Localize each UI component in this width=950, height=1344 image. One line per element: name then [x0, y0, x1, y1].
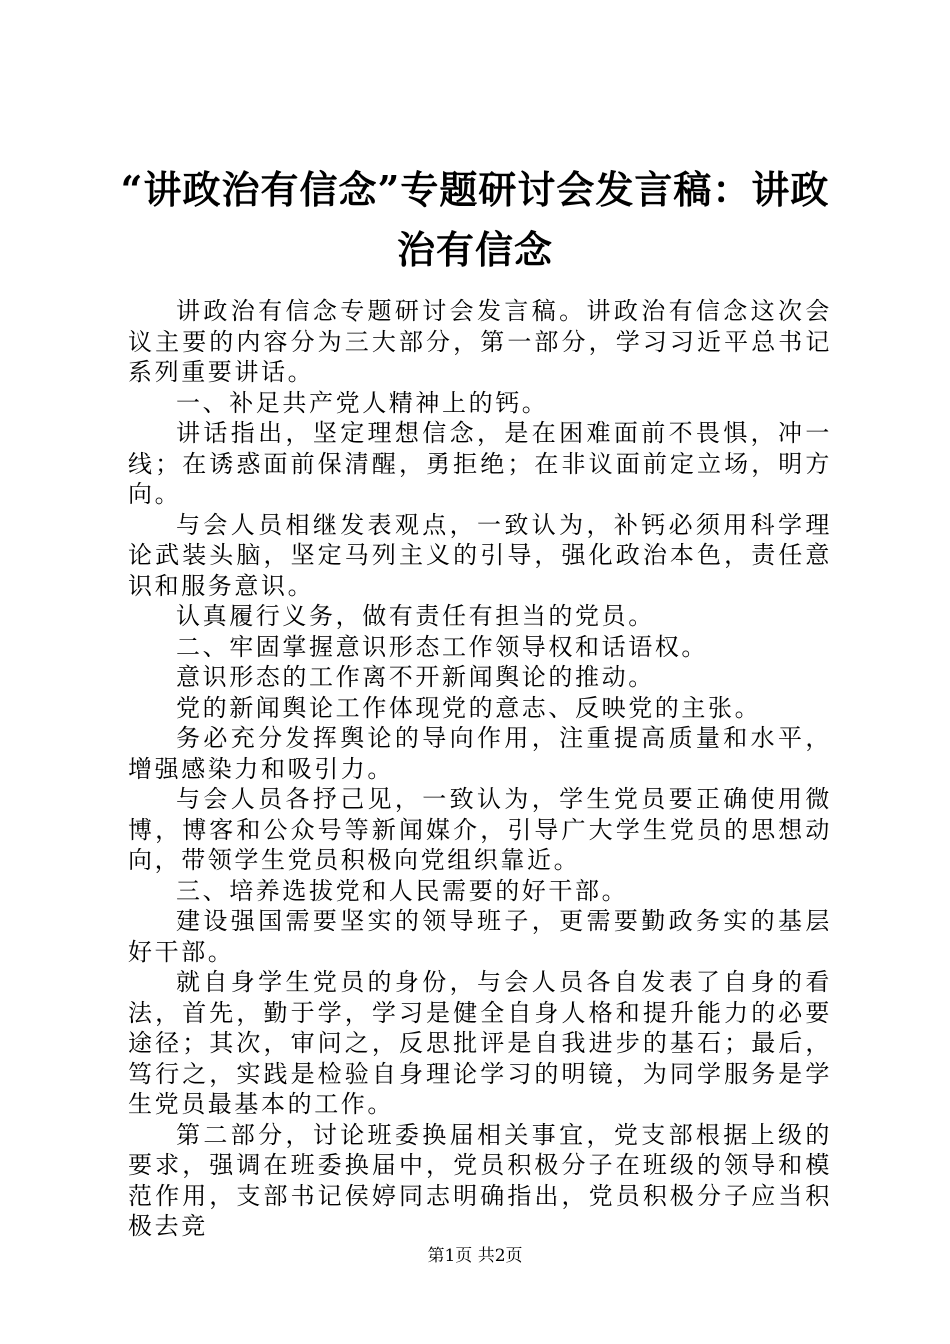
paragraph: 与会人员各抒己见，一致认为，学生党员要正确使用微博，博客和公众号等新闻媒介，引导广大学生党员的思想动向，带领学生党员积极向党组织靠近。 — [128, 785, 832, 874]
document-title: “讲政治有信念”专题研讨会发言稿：讲政治有信念 — [120, 167, 830, 272]
section-heading: 三、培养选拔党和人民需要的好干部。 — [176, 876, 629, 905]
paragraph: 就自身学生党员的身份，与会人员各自发表了自身的看法，首先，勤于学，学习是健全自身人格和提升能力的必要途径；其次，审问之，反思批评是自我进步的基石；最后，笃行之，实践是检验自身理论学习的明镜，为同学服务是学生党员最基本的工作。 — [128, 968, 832, 1118]
section-heading: 一、补足共产党人精神上的钙。 — [176, 388, 549, 417]
paragraph: 意识形态的工作离不开新闻舆论的推动。 — [176, 663, 655, 691]
section-heading: 二、牢固掌握意识形态工作领导权和话语权。 — [176, 632, 708, 661]
paragraph: 与会人员相继发表观点，一致认为，补钙必须用科学理论武装头脑，坚定马列主义的引导，强化政治本色，责任意识和服务意识。 — [128, 510, 832, 600]
paragraph: 党的新闻舆论工作体现党的意志、反映党的主张。 — [176, 693, 762, 722]
document-body — [128, 296, 832, 1242]
paragraph: 讲话指出，坚定理想信念，是在困难面前不畏惧，冲一线；在诱惑面前保清醒，勇拒绝；在非议面前定立场，明方向。 — [128, 419, 832, 508]
page-number-footer: 第1页 共2页 — [427, 1246, 523, 1266]
paragraph: 讲政治有信念专题研讨会发言稿。讲政治有信念这次会议主要的内容分为三大部分，第一部分，学习习近平总书记系列重要讲话。 — [128, 297, 832, 386]
paragraph: 务必充分发挥舆论的导向作用，注重提高质量和水平，增强感染力和吸引力。 — [128, 724, 832, 783]
paragraph: 建设强国需要坚实的领导班子，更需要勤政务实的基层好干部。 — [128, 907, 832, 966]
paragraph: 第二部分，讨论班委换届相关事宜，党支部根据上级的要求，强调在班委换届中，党员积极分子在班级的领导和模范作用，支部书记侯婷同志明确指出，党员积极分子应当积极去竞 — [128, 1120, 832, 1240]
paragraph: 认真履行义务，做有责任有担当的党员。 — [176, 602, 655, 630]
